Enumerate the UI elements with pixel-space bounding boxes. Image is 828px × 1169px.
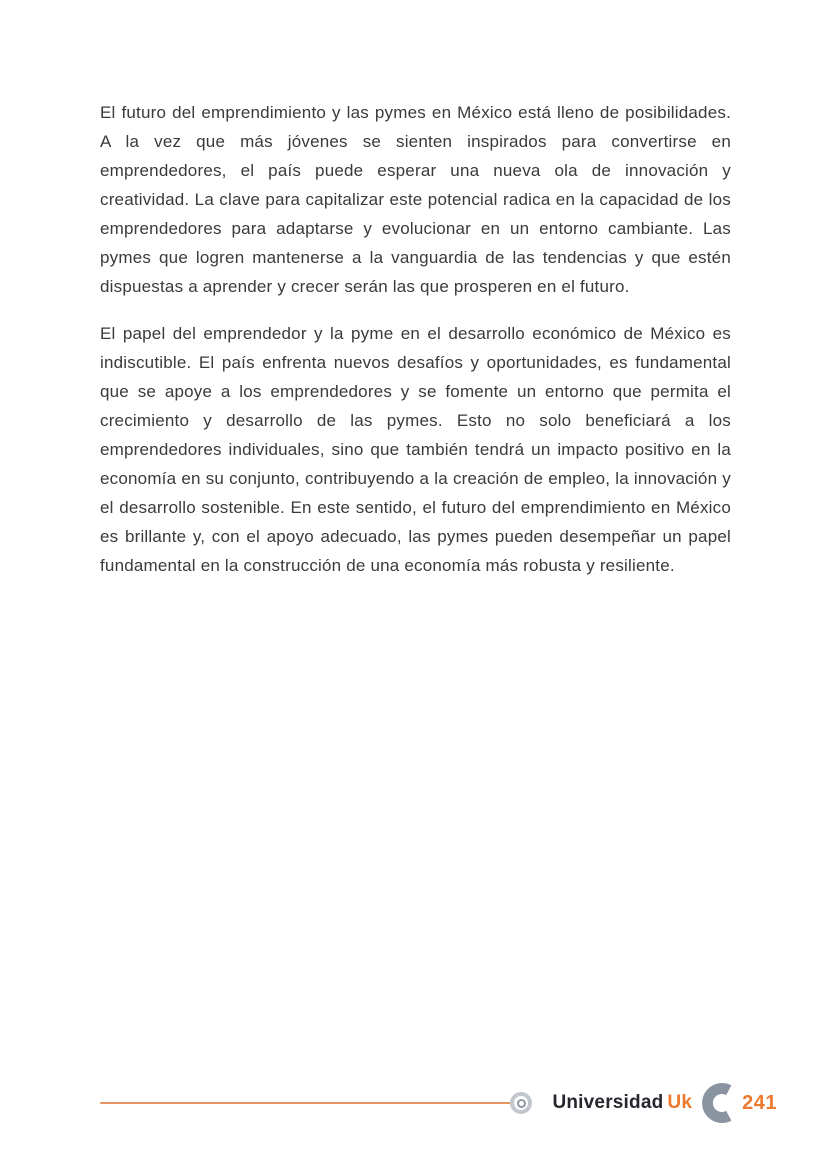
footer-rule [100, 1102, 511, 1104]
target-icon [510, 1092, 532, 1114]
brand-logo [552, 1092, 692, 1114]
paragraph: El papel del emprendedor y la pyme en el desarrollo económico de México es indiscutible. El país enfrenta nuevos desafíos y oportunidades, es fundamental que se apoye a los emprendedores y se fomente un entorno que permita el crecimiento y desarrollo de las pymes. Esto no solo beneficiará a los emprendedores individuales, sino que también tendrá un impacto positivo en la economía en su conjunto, contribuyendo a la creación de empleo, la innovación y el desarrollo sostenible. En este sentido, el futuro del emprendimiento en México es brillante y, con el apoyo adecuado, las pymes pueden desempeñar un papel fundamental en la construcción de una economía más robusta y resiliente. [100, 324, 731, 575]
target-icon-center [517, 1099, 526, 1108]
paragraph: El futuro del emprendimiento y las pymes en México está lleno de posibilidades. A la vez que más jóvenes se sienten inspirados para convertirse en emprendedores, el país puede esperar una nueva ola de innovación y creatividad. La clave para capitalizar este potencial radica en la capacidad de los emprendedores para adaptarse y evolucionar en un entorno cambiante. Las pymes que logren mantenerse a la vanguardia de las tendencias y que estén dispuestas a aprender y crecer serán las que prosperen en el futuro. [100, 103, 731, 296]
brand-name: Universidad [552, 1092, 664, 1113]
brand-suffix: Uk [667, 1092, 693, 1113]
crescent-icon [702, 1083, 734, 1123]
page-footer [100, 1081, 777, 1125]
page-number: 241 [742, 1091, 777, 1114]
page-body-text [100, 98, 731, 598]
